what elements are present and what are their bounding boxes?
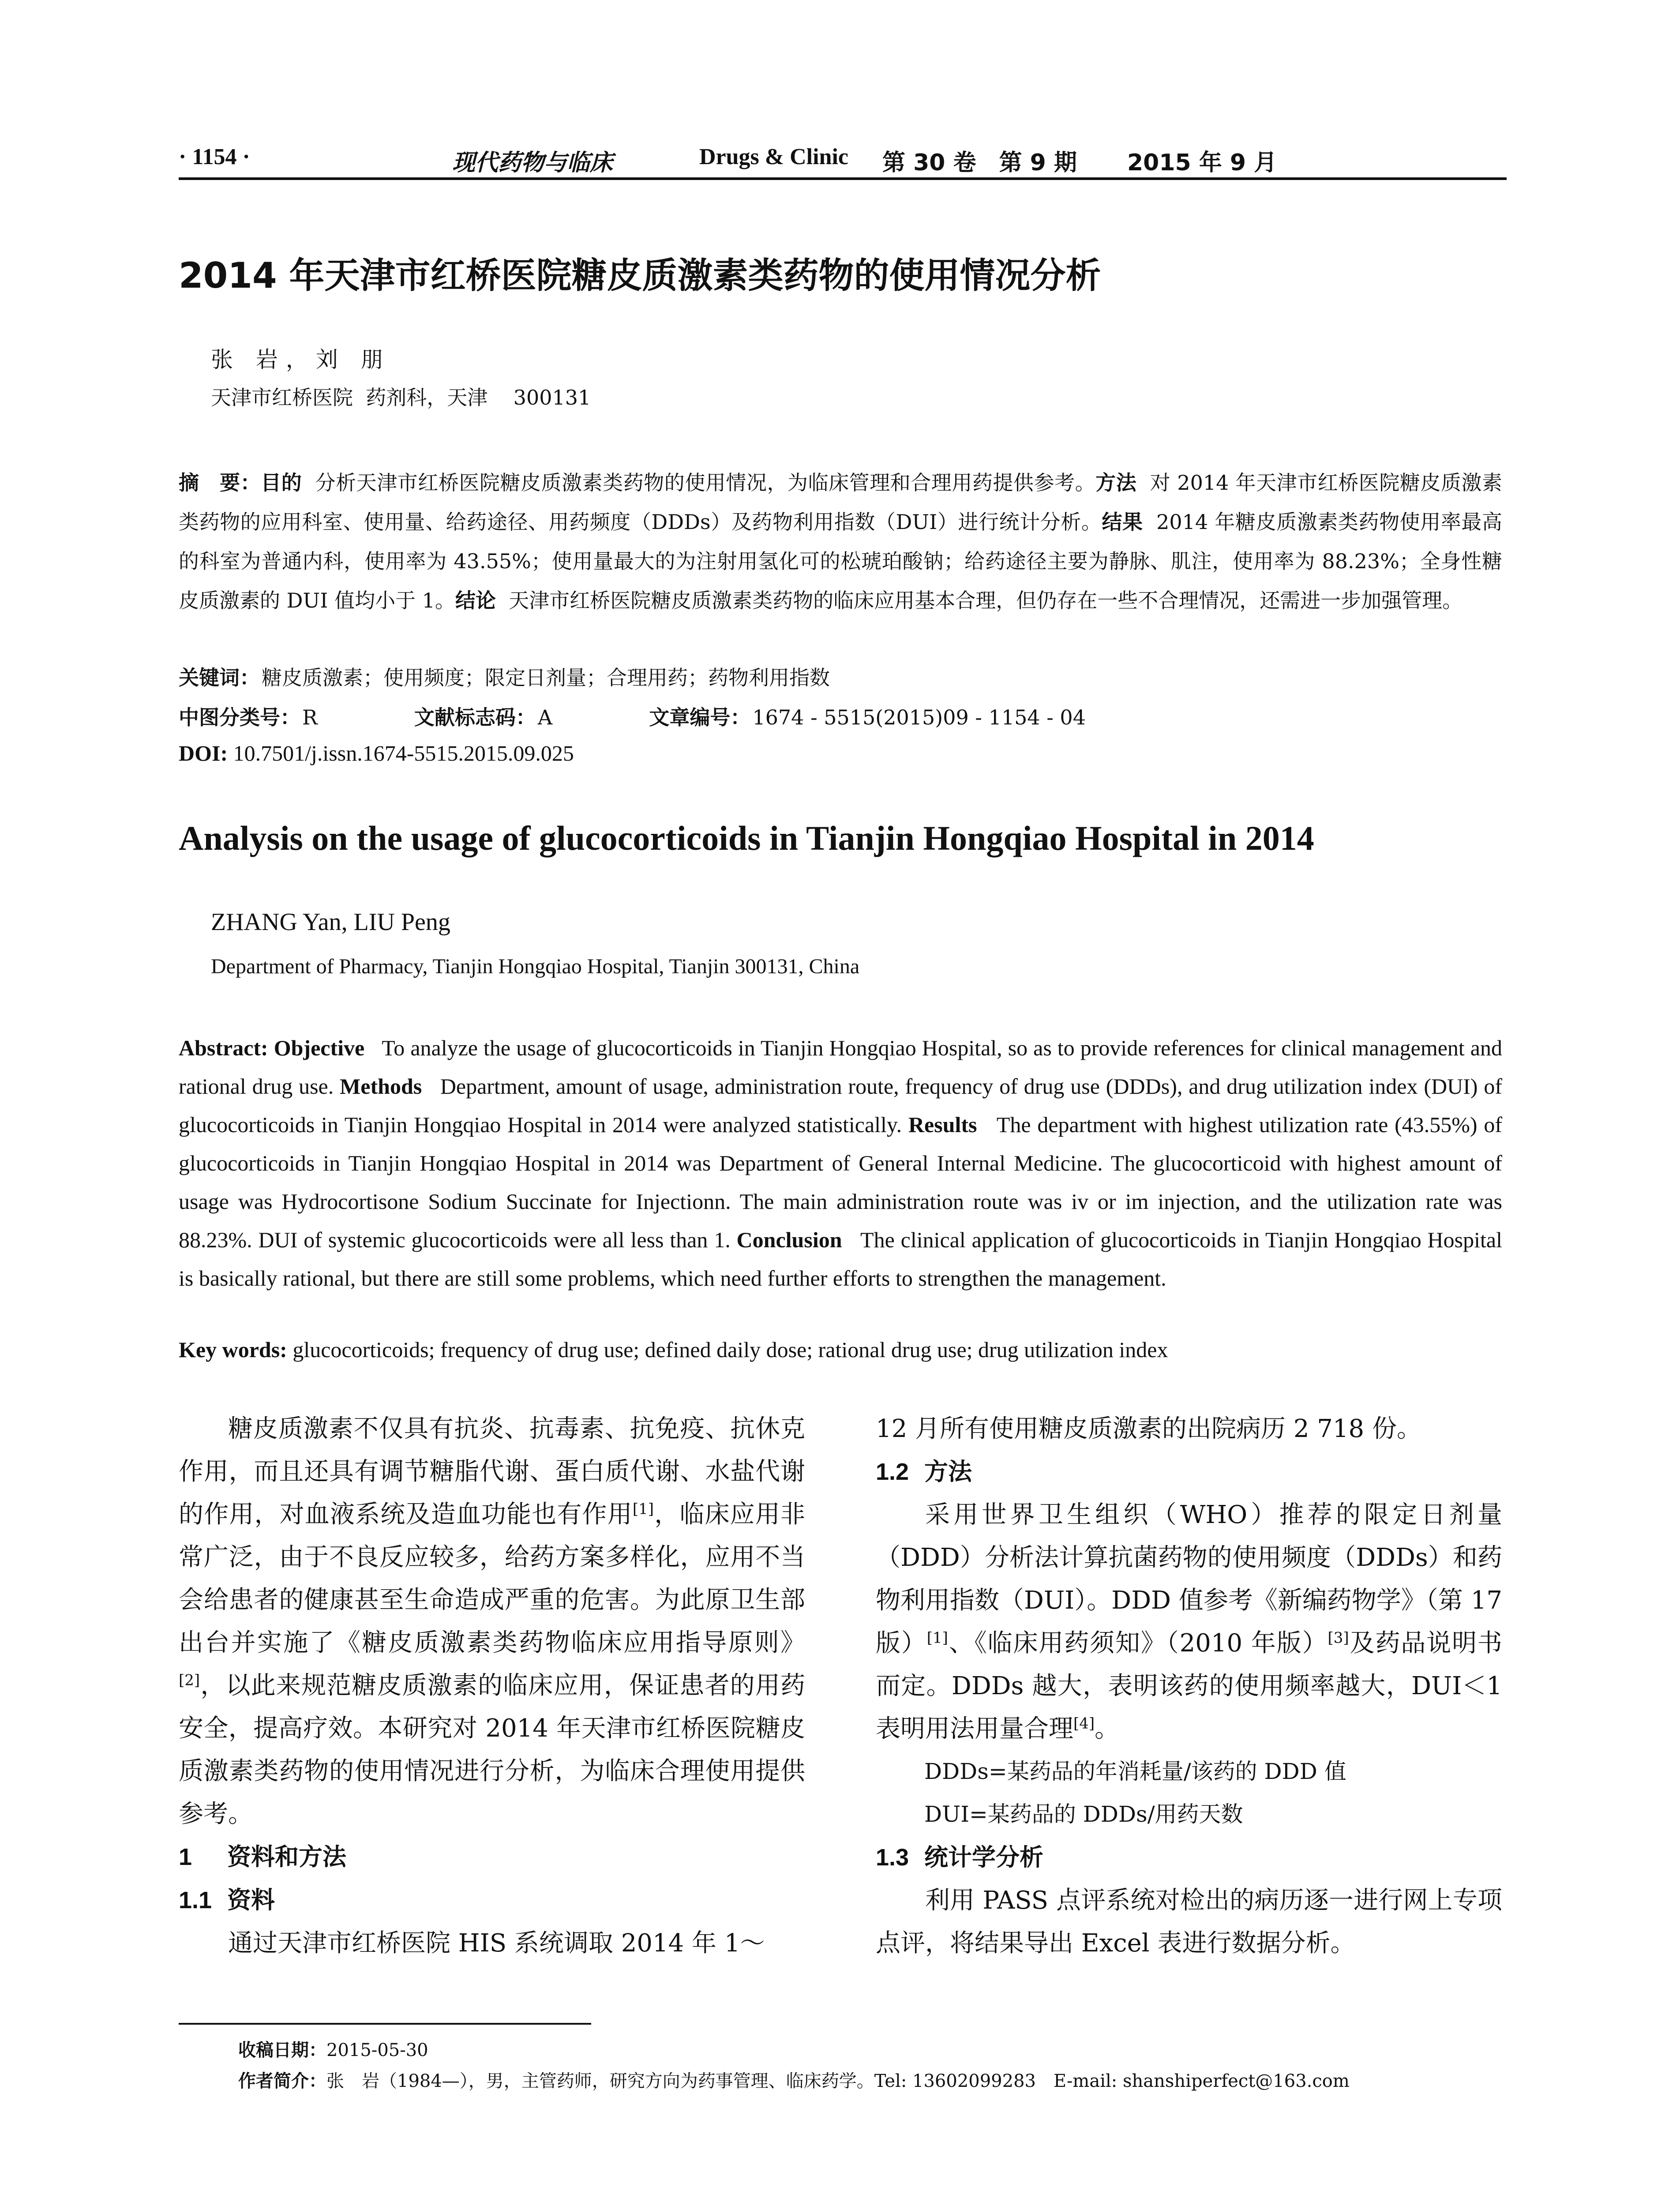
conclusion-en: The clinical application of glucocorticoids in Tianjin Hongqiao Hospital is basically rational, but there are still some problems, which need further efforts to strengthen the management. — [179, 1227, 1502, 1291]
section-heading-1-3: 1.3 统计学分析 — [876, 1843, 1043, 1871]
citation-ref[interactable]: [1] — [632, 1500, 654, 1518]
keywords-label-cn: 关键词： — [179, 666, 260, 690]
results-cn: 2014 年糖皮质激素类药物使用率最高的科室为普通内科，使用率为 43.55%；使用量最大的为注射用氢化可的松琥珀酸钠；给药途径主要为静脉、肌注，使用率为 88.23%；全身性糖皮质激素的 DUI 值均小于 1。 — [179, 510, 1502, 612]
objective-cn: 分析天津市红桥医院糖皮质激素类药物的使用情况，为临床管理和合理用药提供参考。 — [315, 471, 1096, 495]
classification-line — [179, 702, 1086, 731]
results-label-cn: 结果 — [1102, 510, 1143, 534]
abstract-label-cn: 摘 要： — [179, 471, 261, 495]
journal-name-cn: 现代药物与临床 — [452, 150, 613, 176]
citation-ref[interactable]: [3] — [1328, 1629, 1349, 1647]
received-date: 收稿日期：2015-05-30 — [238, 2040, 428, 2060]
keywords-en — [179, 1337, 1168, 1362]
clc-label: 中图分类号： — [179, 705, 300, 729]
methods-label-en: Methods — [340, 1074, 422, 1099]
materials-paragraph-end: 12 月所有使用糖皮质激素的出院病历 2 718 份。 — [876, 1414, 1421, 1443]
journal-name-en: Drugs & Clinic — [699, 144, 848, 169]
results-en: The department with highest utilization rate (43.55%) of glucocorticoids in Tianjin Hongqiao Hospital in 2014 was Department of General Internal Medicine. The glucocorticoid with highest amount of usage was Hydrocortisone Sodium Succinate for Injectionn. The main administration route was iv or im injection, and the utilization rate was 88.23%. DUI of systemic glucocorticoids were all less than 1. — [179, 1112, 1503, 1252]
objective-en: To analyze the usage of glucocorticoids in Tianjin Hongqiao Hospital, so as to provide references for clinical management and rational drug use. — [179, 1035, 1502, 1099]
abstract-cn — [179, 463, 1502, 620]
issue-date: 2015 年 9 月 — [1127, 150, 1277, 176]
clc-value: R — [302, 705, 318, 729]
article-title-en: Analysis on the usage of glucocorticoids in Tianjin Hongqiao Hospital in 2014 — [179, 819, 1314, 857]
article-no-value: 1674 - 5515(2015)09 - 1154 - 04 — [752, 705, 1086, 729]
doi-label: DOI: — [179, 741, 228, 765]
doc-code-value: A — [537, 705, 553, 729]
affiliation-cn: 天津市红桥医院 药剂科，天津 300131 — [211, 386, 591, 409]
conclusion-label-en: Conclusion — [736, 1227, 842, 1252]
doi-link[interactable]: 10.7501/j.issn.1674-5515.2015.09.025 — [233, 741, 574, 765]
running-header — [179, 140, 1502, 176]
methods-paragraph: 采用世界卫生组织（WHO）推荐的限定日剂量（DDD）分析法计算抗菌药物的使用频度（DDDs）和药物利用指数（DUI）。DDD 值参考《新编药物学》（第 17 版）[1]、《临床用药须知》（2010 年版）[3]及药品说明书而定。DDDs 越大，表明该药的使用频率越大，DUI＜1 表明用法用量合理[4]。 — [876, 1501, 1503, 1743]
formula-ddds: DDDs=某药品的年消耗量/该药的 DDD 值 — [924, 1759, 1346, 1784]
keywords-text-en: glucocorticoids; frequency of drug use; defined daily dose; rational drug use; drug utilization index — [292, 1337, 1168, 1362]
author-bio: 作者简介：张 岩（1984—），男，主管药师，研究方向为药事管理、临床药学。Tel: 13602099283 E-mail: shanshiperfect@163.com — [238, 2071, 1350, 2091]
objective-label-en: Abstract: Objective — [179, 1035, 365, 1060]
keywords-label-en: Key words: — [179, 1337, 287, 1362]
body-column-left — [179, 1407, 805, 1965]
keywords-text-cn: 糖皮质激素；使用频度；限定日剂量；合理用药；药物利用指数 — [262, 666, 830, 690]
methods-en: Department, amount of usage, administration route, frequency of drug use (DDDs), and drug utilization index (DUI) of glucocorticoids in Tianjin Hongqiao Hospital in 2014 were analyzed statistically. — [179, 1074, 1503, 1137]
section-heading-1-1: 1.1 资料 — [179, 1886, 275, 1914]
section-heading-1: 1 资料和方法 — [179, 1843, 346, 1871]
authors-cn: 张 岩，刘 朋 — [211, 347, 391, 372]
abstract-en — [179, 1029, 1502, 1298]
citation-ref[interactable]: [2] — [179, 1671, 200, 1689]
page-number: · 1154 · — [179, 144, 250, 169]
conclusion-cn: 天津市红桥医院糖皮质激素类药物的临床应用基本合理，但仍存在一些不合理情况，还需进一步加强管理。 — [509, 589, 1463, 612]
keywords-cn — [179, 662, 830, 691]
citation-ref[interactable]: [1] — [926, 1629, 948, 1647]
intro-paragraph: 糖皮质激素不仅具有抗炎、抗毒素、抗免疫、抗休克作用，而且还具有调节糖脂代谢、蛋白质代谢、水盐代谢的作用，对血液系统及造血功能也有作用[1]，临床应用非常广泛，由于不良反应较多，给药方案多样化，应用不当会给患者的健康甚至生命造成严重的危害。为此原卫生部出台并实施了《糖皮质激素类药物临床应用指导原则》[2]，以此来规范糖皮质激素的临床应用，保证患者的用药安全，提高疗效。本研究对 2014 年天津市红桥医院糖皮质激素类药物的使用情况进行分析，为临床合理使用提供参考。 — [179, 1414, 806, 1828]
methods-label-cn: 方法 — [1095, 471, 1137, 495]
objective-label-cn: 目的 — [261, 471, 302, 495]
issue-info: 第 30 卷 第 9 期 — [882, 150, 1077, 176]
affiliation-en: Department of Pharmacy, Tianjin Hongqiao Hospital, Tianjin 300131, China — [211, 955, 860, 978]
doi-line — [179, 740, 574, 766]
materials-paragraph-start: 通过天津市红桥医院 HIS 系统调取 2014 年 1～ — [228, 1929, 765, 1958]
doc-code-label: 文献标志码： — [414, 705, 536, 729]
article-title-cn: 2014 年天津市红桥医院糖皮质激素类药物的使用情况分析 — [179, 255, 1101, 296]
footnote-rule — [179, 2023, 591, 2025]
authors-en: ZHANG Yan, LIU Peng — [211, 908, 450, 936]
statistics-paragraph: 利用 PASS 点评系统对检出的病历逐一进行网上专项点评，将结果导出 Excel 表进行数据分析。 — [876, 1886, 1502, 1958]
conclusion-label-cn: 结论 — [455, 589, 496, 612]
methods-cn: 对 2014 年天津市红桥医院糖皮质激素类药物的应用科室、使用量、给药途径、用药频度（DDDs）及药物利用指数（DUI）进行统计分析。 — [179, 471, 1503, 534]
body-column-right — [876, 1407, 1502, 1965]
formula-dui: DUI=某药品的 DDDs/用药天数 — [924, 1801, 1243, 1827]
article-no-label: 文章编号： — [649, 705, 751, 729]
header-rule — [179, 177, 1507, 180]
section-heading-1-2: 1.2 方法 — [876, 1458, 972, 1486]
citation-ref[interactable]: [4] — [1073, 1715, 1095, 1733]
results-label-en: Results — [908, 1112, 977, 1137]
